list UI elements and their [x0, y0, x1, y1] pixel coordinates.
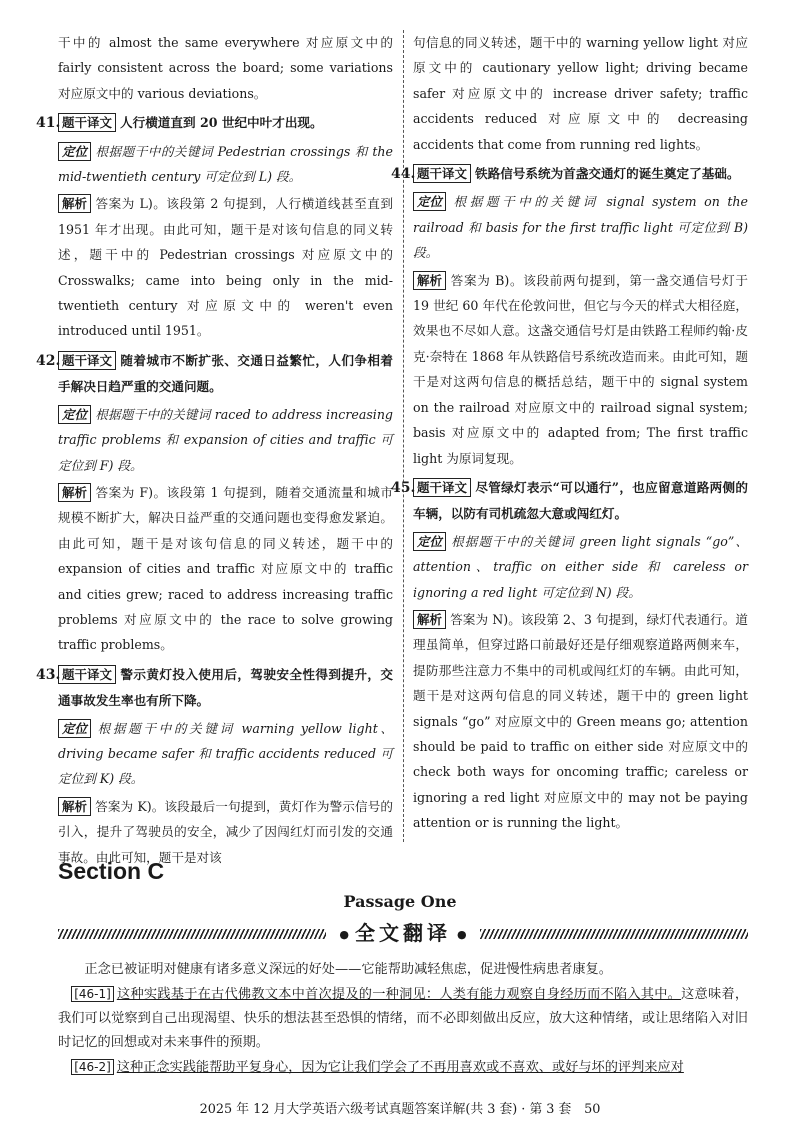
underlined-sentence: 这种正念实践能帮助平复身心，因为它让我们学会了不再用喜欢或不喜欢、或好与坏的评判来应对 [116, 1060, 684, 1075]
analysis-text: 答案为 L)。该段第 2 句提到，人行横道线甚至直到 1951 年才出现。由此可知，题干是对该句信息的同义转述，题干中的 Pedestrian crossings 对应原文中的 Crosswalks; came into being only in the mid-twentieth century 对应原文中的 weren't even introduced until 1951。 [58, 196, 393, 339]
column-divider [403, 30, 404, 842]
question-number: 44. [391, 166, 416, 183]
banner-stripes-right [480, 929, 748, 939]
translation-paragraph [58, 982, 748, 1055]
locate-text: 根据题干中的关键词 raced to address increasing traffic problems 和 expansion of cities and traffic 可定位到 F) 段。 [58, 406, 393, 473]
analysis-tag: 解析 [58, 797, 91, 816]
bullet-icon: ● [457, 927, 467, 941]
analysis-text: 答案为 F)。该段第 1 句提到，随着交通流量和城市规模不断扩大，解决日益严重的交通问题也变得愈发紧迫。由此可知，题干是对该句信息的同义转述，题干中的 expansion of cities and traffic 对应原文中的 traffic and cities grew; raced to address increasing traffic problems 对应原文中的 the race to solve growing traffic problems。 [58, 484, 393, 653]
translation-tag: 题干译文 [58, 351, 116, 370]
translation-tag: 题干译文 [58, 113, 116, 132]
passage-title: Passage One [343, 892, 457, 911]
analysis-tag: 解析 [58, 483, 91, 502]
banner-title: 全文翻译 [355, 921, 451, 945]
locate-text: 根据题干中的关键词 green light signals “go”、attention、traffic on either side 和 careless or ignoring a red light 可定位到 N) 段。 [413, 533, 748, 600]
translation-banner [58, 918, 748, 948]
question-41 [36, 110, 393, 344]
question-title: 尽管绿灯表示“可以通行”，也应留意道路两侧的车辆，以防有司机疏忽大意或闯红灯。 [413, 479, 748, 522]
locate-tag: 定位 [413, 192, 446, 211]
question-number: 45. [391, 479, 416, 496]
question-45 [391, 475, 748, 836]
analysis-tag: 解析 [413, 610, 446, 629]
translation-paragraph: 正念已被证明对健康有诸多意义深远的好处——它能帮助减轻焦虑，促进慢性病患者康复。 [84, 962, 612, 977]
right-column [391, 30, 748, 836]
question-number: 41. [36, 115, 61, 132]
continued-analysis: 句信息的同义转述，题干中的 warning yellow light 对应原文中的 cautionary yellow light; driving became safer 对应原文中的 increase driver safety; traffic accidents reduced 对应原文中的 decreasing accidents that come from running red lights。 [413, 35, 748, 152]
locate-tag: 定位 [58, 719, 91, 738]
question-title: 人行横道直到 20 世纪中叶才出现。 [120, 115, 323, 131]
continued-analysis: 干中的 almost the same everywhere 对应原文中的 fairly consistent across the board; some variations 对应原文中的 various deviations。 [58, 35, 393, 101]
analysis-tag: 解析 [413, 271, 446, 290]
reference-label: [46-1] [71, 986, 114, 1002]
translation-paragraph [58, 1055, 748, 1080]
locate-text: 根据题干中的关键词 warning yellow light、driving became safer 和 traffic accidents reduced 可定位到 K) 段。 [58, 720, 393, 787]
locate-text: 根据题干中的关键词 signal system on the railroad 和 basis for the first traffic light 可定位到 B) 段。 [413, 194, 748, 261]
full-translation [58, 958, 748, 1080]
locate-tag: 定位 [413, 532, 446, 551]
bullet-icon: ● [339, 927, 349, 941]
underlined-sentence: 这种实践基于在古代佛教文本中首次提及的一种洞见：人类有能力观察自身经历而不陷入其中。 [116, 987, 682, 1002]
section-title: Section C [58, 858, 165, 884]
translation-text: 这意味着，我们可以觉察到自己出现渴望、快乐的想法甚至恐惧的情绪，而不必即刻做出反应，放大这种情绪，或让思绪陷入对旧时记忆的回想或对未来事件的预期。 [58, 987, 749, 1050]
analysis-text: 答案为 K)。该段最后一句提到，黄灯作为警示信号的引入，提升了驾驶员的安全，减少了因闯红灯而引发的交通事故。由此可知，题干是对该 [58, 798, 393, 865]
page-footer: 2025 年 12 月大学英语六级考试真题答案详解(共 3 套) · 第 3 套 50 [199, 1102, 601, 1117]
question-title: 随着城市不断扩张、交通日益繁忙，人们争相着手解决日趋严重的交通问题。 [58, 352, 393, 395]
locate-tag: 定位 [58, 405, 91, 424]
question-44 [391, 161, 748, 471]
question-number: 42. [36, 352, 61, 369]
answer-columns [36, 30, 748, 865]
left-column [36, 30, 393, 870]
analysis-text: 答案为 B)。该段前两句提到，第一盏交通信号灯于 19 世纪 60 年代在伦敦问世，但它与今天的样式大相径庭，效果也不尽如人意。这盏交通信号灯是由铁路工程师约翰·皮克·奈特在 1868 年从铁路信号系统改造而来。由此可知，题干是对这两句信息的概括总结，题干中的 signal system on the railroad 对应原文中的 railroad signal system; basis 对应原文中的 adapted from; The first traffic light 为原词复现。 [413, 272, 748, 466]
analysis-text: 答案为 N)。该段第 2、3 句提到，绿灯代表通行。道理虽简单，但穿过路口前最好还是仔细观察道路两侧来车，提防那些注意力不集中的司机或闯红灯的车辆。由此可知，题干是对这两句信息的同义转述，题干中的 green light signals “go” 对应原文中的 Green means go; attention should be paid to traffic on either side 对应原文中的 check both ways for oncoming traffic; careless or ignoring a red light 对应原文中的 may not be paying attention or is running the light。 [413, 611, 748, 831]
translation-tag: 题干译文 [58, 665, 116, 684]
question-42 [36, 348, 393, 658]
question-43 [36, 662, 393, 870]
question-title: 警示黄灯投入使用后，驾驶安全性得到提升，交通事故发生率也有所下降。 [58, 666, 393, 709]
analysis-tag: 解析 [58, 194, 91, 213]
question-number: 43. [36, 666, 61, 683]
translation-tag: 题干译文 [413, 164, 471, 183]
locate-tag: 定位 [58, 142, 91, 161]
translation-tag: 题干译文 [413, 478, 471, 497]
reference-label: [46-2] [71, 1059, 114, 1075]
question-title: 铁路信号系统为首盏交通灯的诞生奠定了基础。 [475, 166, 740, 182]
locate-text: 根据题干中的关键词 Pedestrian crossings 和 the mid-twentieth century 可定位到 L) 段。 [58, 143, 393, 185]
